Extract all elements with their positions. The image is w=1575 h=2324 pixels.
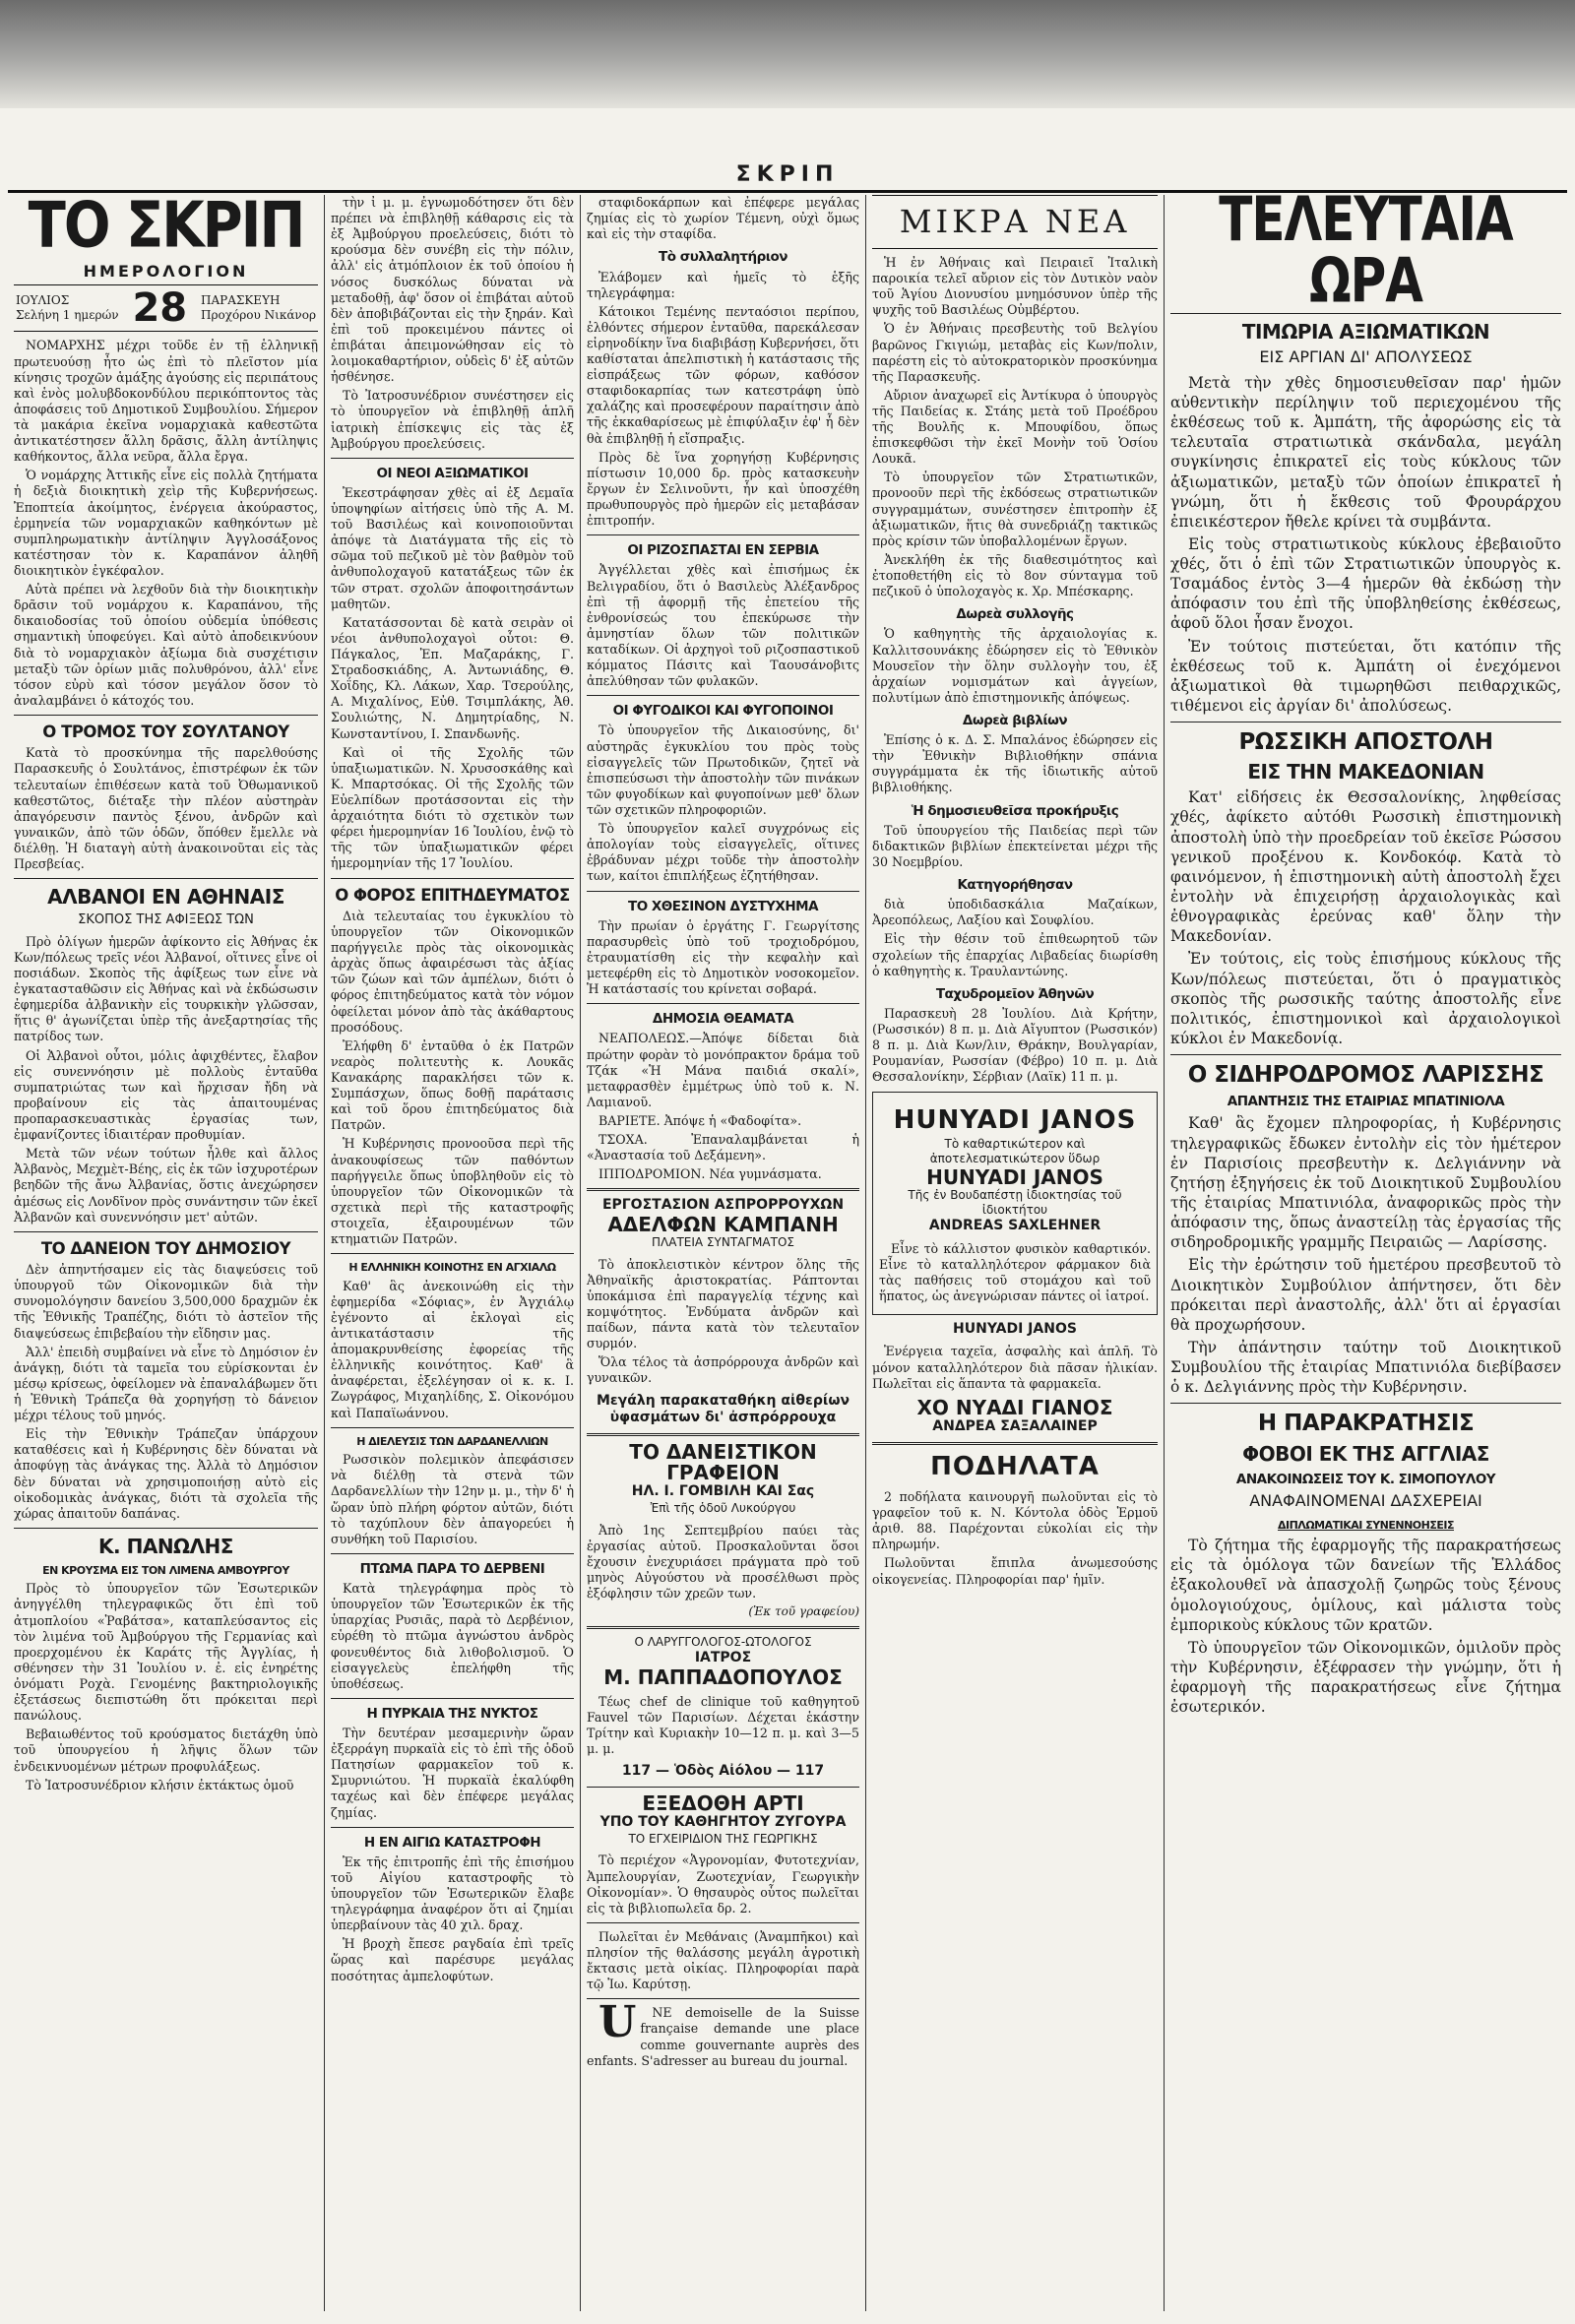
headline: Ἡ δημοσιευθεῖσα προκήρυξις <box>911 802 1119 819</box>
subheadline: ΑΠΑΝΤΗΣΙΣ ΤΗΣ ΕΤΑΙΡΙΑΣ ΜΠΑΤΙΝΙΟΛΑ <box>1227 1094 1505 1110</box>
paragraph: 2 ποδήλατα καινουργῆ πωλοῦνται εἰς τὸ γραφεῖον τοῦ κ. Ν. Κόντολα ὁδὸς Ἑρμοῦ ἀριθ. 88. Παρέχονται εὐκολίαι εἰς τὴν πληρωμήν. <box>872 1488 1158 1552</box>
paragraph: ΝΟΜΑΡΧΗΣ μέχρι τοῦδε ἐν τῇ ἑλληνικῇ πρωτευούσῃ ἦτο ὡς ἐπὶ τὸ πλεῖστον μία κίνησις τροχῶν ἁμάξης ἀγούσης εἰς περιπάτους καὶ ἑνὸς μολυβδοκονδύλου περικόπτοντος τὰς ἀποφάσεις τοῦ Δημοτικοῦ Συμβουλίου. Σήμερον τὰ μακάρια ἐκεῖνα νομαρχιακὰ καθεστῶτα ἀντικατέστησεν ἄλλη δρᾶσις, ἄλλη ἀντίληψις καθήκοντος, ἄλλα νεῦρα, ἄλλα ἔργα. <box>14 338 319 465</box>
ad-title: ΤΟ ΔΑΝΕΙΣΤΙΚΟΝ ΓΡΑΦΕΙΟΝ <box>629 1440 817 1485</box>
divider <box>1170 1054 1561 1055</box>
ad-line: Ο ΛΑΡΥΓΓΟΛΟΓΟΣ-ΩΤΟΛΟΓΟΣ <box>634 1634 812 1649</box>
ad-header <box>879 1104 1151 1236</box>
subheadline: ΕΙΣ ΤΗΝ ΜΑΚΕΔΟΝΙΑΝ <box>1247 760 1484 785</box>
divider <box>587 534 859 535</box>
ad-title: ΗΛ. Ι. ΓΟΜΒΙΛΗ ΚΑΙ Σας <box>631 1483 815 1500</box>
column-2 <box>324 195 580 2311</box>
ad-signature: (Ἐκ τοῦ γραφείου) <box>748 1604 859 1619</box>
ad-title: ΕΞΕΔΟΘΗ ΑΡΤΙ <box>642 1791 804 1816</box>
paragraph: Τὸ ὑπουργεῖον καλεῖ συγχρόνως εἰς ἀπολογίαν τοὺς εἰσαγγελεῖς, οἵτινες ἐβράδυναν μέχρι τοῦδε τὴν ἀποστολὴν των, καίτοι ἐπιπλήξεως ἐζητήθησαν. <box>587 821 859 884</box>
subheadline: ΣΚΟΠΟΣ ΤΗΣ ΑΦΙΞΕΩΣ ΤΩΝ <box>78 912 254 928</box>
headline: ΡΩΣΣΙΚΗ ΑΠΟΣΤΟΛΗ <box>1238 729 1493 756</box>
divider <box>331 1427 574 1428</box>
headline: Δωρεὰ συλλογῆς <box>956 606 1074 623</box>
headline: ΟΙ ΡΙΖΟΣΠΑΣΤΑΙ ΕΝ ΣΕΡΒΙΑ <box>627 542 819 559</box>
divider <box>14 1528 318 1529</box>
headline: Η ΕΛΛΗΝΙΚΗ ΚΟΙΝΟΤΗΣ ΕΝ ΑΓΧΙΑΛΩ <box>348 1261 556 1275</box>
ad-book <box>587 1793 859 1847</box>
divider <box>872 1442 1158 1445</box>
paragraph: ΤΣΟΧΑ. Ἐπαναλαμβάνεται ἡ «Ἀναστασία τοῦ Δεξάμενη». <box>587 1132 859 1163</box>
paragraph: Ἐν τούτοις, εἰς τοὺς ἐπισήμους κύκλους τῆς Κων/πόλεως πιστεύεται, ὅτι ὁ πραγματικὸς σκοπὸς τῆς ρωσσικῆς ταύτης ἀποστολῆς εἶνε πολιτικός, ἐπιστημονικοὶ καὶ ἀρχαιολογικοὶ κύκλοι ἐν Μακεδονίᾳ. <box>1170 950 1561 1048</box>
paragraph: Πωλοῦνται ἔπιπλα ἀνωμεσούσης οἰκογενείας. Πληροφορίαι παρ' ἡμῖν. <box>872 1555 1158 1587</box>
paragraph: Κατατάσσονται δὲ κατὰ σειρὰν οἱ νέοι ἀνθυπολοχαγοὶ οὗτοι: Θ. Πάγκαλος, Ἐπ. Μαζαράκης, Γ. Στραδοσκιάδης, Α. Ἀντωνιάδης, Θ. Χοΐδης, Κλ. Λάκων, Χαρ. Τσερούλης, Α. Μιχαλίνος, Εὐθ. Τσιμπλάκης, Ἀθ. Σουλιώτης, Ν. Δημητρίαδης, Ν. Κωνσταντίνου, Ι. Σπανδωνῆς. <box>331 614 574 741</box>
headline: ΤΙΜΩΡΙΑ ΑΞΙΩΜΑΤΙΚΩΝ <box>1241 320 1490 344</box>
paragraph: Ἐκ τῆς ἐπιτροπῆς ἐπὶ τῆς ἐπισήμου τοῦ Αἰγίου καταστροφῆς τὸ ὑπουργεῖον τῶν Ἐσωτερικῶν ἔλαβε τηλεγράφημα ἀναφέρον ὅτι αἱ ζημίαι ὑπερβαίνουν τὰς 40 χιλ. δραχ. <box>331 1853 574 1933</box>
paragraph: Τὸ ἀποκλειστικὸν κέντρον ὅλης τῆς Ἀθηναϊκῆς ἀριστοκρατίας. Ράπτονται ὑποκάμισα ἐπὶ παραγγελίᾳ τέχνης καὶ κομψότητος. Ἐνδύματα ἀνδρῶν καὶ παίδων, πάντα κατὰ τὸν τελευταῖον συρμόν. <box>587 1256 859 1351</box>
paragraph: Εἰς τὴν Ἐθνικὴν Τράπεζαν ὑπάρχουν καταθέσεις καὶ ἡ Κυβέρνησις δὲν δύναται νὰ ἀποφύγῃ τὰς ἀνάγκας της. Ἀλλὰ τὸ Δημόσιον δὲν δύναται νὰ χρησιμοποιήσῃ αὐτὸ εἰς οἰκοδομικὰς ἀνάγκας, διότι τὰ σχολεῖα τῆς χώρας ἀπαιτοῦν δαπάνας. <box>14 1426 318 1521</box>
subheadline: ΕΝ ΚΡΟΥΣΜΑ ΕΙΣ ΤΟΝ ΛΙΜΕΝΑ ΑΜΒΟΥΡΓΟΥ <box>42 1563 289 1577</box>
paragraph: Πρὸ ὀλίγων ἡμερῶν ἀφίκοντο εἰς Ἀθήνας ἐκ Κων/πόλεως τρεῖς νέοι Ἀλβανοί, οἵτινες εἶνε οἱ ποσιάδων. Σκοπὸς τῆς ἀφίξεως των εἶνε νὰ ἐγκατασταθῶσιν εἰς Ἀθήνας καὶ νὰ ἐκδώσωσιν ἐφημερίδα ἀλβανικὴν εἰς τουρκικὴν γλῶσσαν, ἥτις θ' ἀγωνίζεται ὑπὲρ τῆς ἀνεξαρτησίας τῆς πατρίδος των. <box>14 933 318 1044</box>
paragraph: Ὁ νομάρχης Ἀττικῆς εἶνε εἰς πολλὰ ζητήματα ἡ δεξιὰ διοικητικὴ χεὶρ τῆς Κυβερνήσεως. Ἐποπτεία ἀκοίμητος, ἐνέργεια ἀκούραστος, ἑρμηνεία τῶν νομαρχιακῶν καθηκόντων μὲ συμπληρωματικὴν ἀντίληψιν Ἀγγλοσάξονος κατέστησαν τὸν κ. Καραπάνον ἀληθῆ διοικητικὸν ἐγκέφαλον. <box>14 468 318 578</box>
ad-hunyadi-2-footer <box>872 1395 1158 1436</box>
paragraph: Ἀλλ' ἐπειδὴ συμβαίνει νὰ εἶνε τὸ Δημόσιον ἐν ἀνάγκῃ, διότι τὰ ταμεῖα του εὑρίσκονται ἐν μέσῳ κρίσεως, ὀφείλομεν νὰ ἐπαναλάβωμεν ὅτι ἡ Ἐθνικὴ Τράπεζα θὰ χορηγήσῃ τὸ δάνειον μέχρι τέλους τοῦ μηνός. <box>14 1344 318 1423</box>
headline: Ταχυδρομεῖον Ἀθηνῶν <box>935 985 1095 1002</box>
ad-place: ΠΛΑΤΕΙΑ ΣΥΝΤΑΓΜΑΤΟΣ <box>652 1235 794 1250</box>
ad-owner: ΑΝΔΡΕΑ ΣΑΞΑΛΑΙΝΕΡ <box>932 1417 1098 1434</box>
headline: Η ΠΥΡΚΑΙΑ ΤΗΣ ΝΥΚΤΟΣ <box>366 1705 538 1722</box>
paragraph: Καθ' ἃς ἔχομεν πληροφορίας, ἡ Κυβέρνησις τηλεγραφικῶς ἔδωκεν ἐντολὴν εἰς τὸν ἡμέτερον ἐν Παρισίοις πρεσβευτὴν κ. Δελγιάννην νὰ ζητήσῃ ἐξηγήσεις ἐκ τοῦ Διοικητικοῦ Συμβουλίου τῆς ἑταιρίας Μπατινιόλα, ἀναφορικῶς πρὸς τὴν ἀπόφασιν της, ὅπως ἀναστείλῃ τὰς ἐργασίας τῆς σιδηροδρομικῆς γραμμῆς Πειραιῶς — Λαρίσσης. <box>1170 1114 1561 1252</box>
paragraph: Βεβαιωθέντος τοῦ κρούσματος διετάχθη ὑπὸ τοῦ ὑπουργείου ἡ λῆψις ὅλων τῶν ἐνδεικνυομένων μέτρων προφυλάξεως. <box>14 1727 318 1774</box>
paragraph: Κάτοικοι Τεμένης πενταόσιοι περίπου, ἐλθόντες σήμερον ἐνταῦθα, παρεκάλεσαν εἰρηνοδίκην ἵνα διαβιβάσῃ Κυβερνήσει, ὅτι καθίσταται ἀπελπιστικὴ ἡ κατάστασις τῆς εἰσπράξεως τῶν φόρων, καθόσον σταφιδοκαρπίας των κατεστράφη ὑπὸ χαλάζης καὶ προσεφέρουν παραίτησιν ἀπὸ τῆς ἐκκαθαρίσεως μὲ ἐπιφύλαξιν ἐφ' ἧ δὲν θὰ ἐπιβληθῇ ἡ εἴσπραξις. <box>587 303 859 446</box>
paragraph: Τὸ ζήτημα τῆς ἐφαρμογῆς τῆς παρακρατήσεως εἰς τὰ ὁμόλογα τῶν δανείων τῆς Ἑλλάδος ἐξακολουθεῖ νὰ ἀπασχολῇ ζωηρῶς τοὺς ξένους ὁμολογιούχους, ὁμίλους, καὶ μάλιστα τοὺς ἐμπορικοὺς κύκλους τῶν κρατῶν. <box>1170 1537 1561 1634</box>
ad-kampani <box>587 1197 859 1250</box>
column-4 <box>865 195 1164 2311</box>
ad-doctor-address <box>587 1763 859 1781</box>
paragraph: Μετὰ τῶν νέων τούτων ἦλθε καὶ ἄλλος Ἀλβανὸς, Μεχμὲτ-Βέης, εἰς ἐκ τῶν ἰσχυροτέρων βεηδῶν τῆς ἄνω Ἀλβανίας, ὅστις ἀνεχώρησεν ἀμέσως εἰς Λονδῖνον πρὸς συνάντησιν τῶν ἐκεῖ Ἀλβανῶν καὶ συνεννόησιν μετ' αὐτῶν. <box>14 1146 318 1225</box>
paragraph: Κατὰ τηλεγράφημα πρὸς τὸ ὑπουργεῖον τῶν Ἐσωτερικῶν ἐκ τῆς ὑπαρχίας Ρυσιᾶς, παρὰ τὸ Δερβένιον, εὑρέθη τὸ πτῶμα ἀγνώστου ἀνδρὸς φονευθέντος διὰ λιθοβολισμοῦ. Ὁ εἰσαγγελεὺς ἐπελήφθη τῆς ὑποθέσεως. <box>331 1581 574 1691</box>
subheadline: ΔΙΠΛΩΜΑΤΙΚΑΙ ΣΥΝΕΝΝΟΗΣΕΙΣ <box>1278 1518 1454 1532</box>
subheadline: ΑΝΑΚΟΙΝΩΣΕΙΣ ΤΟΥ Κ. ΣΙΜΟΠΟΥΛΟΥ <box>1235 1471 1496 1487</box>
ad-gomvili <box>587 1442 859 1516</box>
headline: Η ΕΝ ΑΙΓΙΩ ΚΑΤΑΣΤΡΟΦΗ <box>363 1834 541 1851</box>
ad-hunyadi-1 <box>872 1092 1158 1315</box>
paragraph: Κατὰ τὸ προσκύνημα τῆς παρελθούσης Παρασκευῆς ὁ Σουλτάνος, ἐπιστρέφων ἐκ τῶν τελευταίων ἐπιθέσεων κατὰ τοῦ Ὀθωμανικοῦ καθεστῶτος, διέταξε τὴν πλέον αὐστηρὰν ἀπαγόρευσιν παντὸς ξένου, ἀνδρῶν καὶ γυναικῶν, ἀπὸ τῶν ὁδῶν, ὅπόθεν ἔμελλε νὰ διέλθῃ. Ἡ διαταγὴ αὐτὴ ἀνακοινοῦται εἰς τὰς Πρεσβείας. <box>14 745 318 872</box>
headline: ΟΙ ΦΥΓΟΔΙΚΟΙ ΚΑΙ ΦΥΓΟΠΟΙΝΟΙ <box>612 703 834 720</box>
headline: ΑΛΒΑΝΟΙ ΕΝ ΑΘΗΝΑΙΣ <box>47 885 284 910</box>
paragraph: Πωλεῖται ἐν Μεθάναις (Ἀναμπῆκοι) καὶ πλησίον τῆς θαλάσσης μεγάλη ἀγροτικὴ ἔκτασις μετὰ οἰκίας. Πληροφορίαι παρὰ τῷ Ἰω. Καρύτσῃ. <box>587 1928 859 1992</box>
paragraph: Τὴν δευτέραν μεσαμερινὴν ὥραν ἐξερράγη πυρκαϊὰ εἰς τὸ ἐπὶ τῆς ὁδοῦ Πατησίων φαρμακεῖον τοῦ κ. Σμυρνιώτου. Ἡ πυρκαϊὰ ἐκαλύφθη ταχέως καὶ δὲν ἐπέφερε μεγάλας ζημίας. <box>331 1726 574 1820</box>
divider <box>587 1433 859 1436</box>
news-item: Αὔριον ἀναχωρεῖ εἰς Ἀντίκυρα ὁ ὑπουργὸς τῆς Παιδείας κ. Στάης μετὰ τοῦ Προέδρου τῆς Βουλῆς κ. Μπουφίδου, ὅπως ἐπισκεφθῶσι τὴν ἐκεῖ Μονὴν τοῦ Ὁσίου Λουκᾶ. <box>872 387 1158 467</box>
divider <box>14 1231 318 1232</box>
ad-bicycles <box>872 1451 1158 1483</box>
ad-slogan <box>587 1393 859 1428</box>
paragraph: διὰ ὑποδιδασκάλια Μαζαίκων, Ἀρεοπόλεως, Λαξίου καὶ Σουφλίου. <box>872 897 1158 928</box>
column-5 <box>1164 195 1567 2311</box>
paragraph: ΙΠΠΟΔΡΟΜΙΟΝ. Νέα γυμνάσματα. <box>598 1166 822 1182</box>
ad-title: HUNYADI JANOS <box>893 1104 1137 1135</box>
ad-title: ΑΔΕΛΦΩΝ ΚΑΜΠΑΝΗ <box>607 1213 839 1237</box>
subheadline: ΕΙΣ ΑΡΓΙΑΝ ΔΙ' ΑΠΟΛΥΣΕΩΣ <box>1259 347 1473 366</box>
paragraph: Τέως chef de clinique τοῦ καθηγητοῦ Fauvel τῶν Παρισίων. Δέχεται ἑκάστην Τρίτην καὶ Κυριακὴν 10—12 π. μ. καὶ 3—5 μ. μ. <box>587 1693 859 1757</box>
headline: Τὸ συλλαλητήριον <box>659 249 788 266</box>
headline: ΤΟ ΔΑΝΕΙΟΝ ΤΟΥ ΔΗΜΟΣΙΟΥ <box>40 1238 291 1258</box>
news-item: Ἀνεκλήθη ἐκ τῆς διαθεσιμότητος καὶ ἐτοποθετήθη εἰς τὸ 8ον σύνταγμα τοῦ πεζικοῦ ὁ ὑπολοχαγὸς κ. Χρ. Μπέσκαρης. <box>872 551 1158 599</box>
paragraph: Ἐπίσης ὁ κ. Δ. Σ. Μπαλάνος ἐδώρησεν εἰς τὴν Ἐθνικὴν Βιβλιοθήκην σπάνια συγγράμματα ἐκ τῆς ἰδιωτικῆς αὐτοῦ βιβλιοθήκης. <box>872 732 1158 795</box>
paragraph: Εἰς τὴν ἐρώτησιν τοῦ ἡμετέρου πρεσβευτοῦ τὸ Διοικητικὸν Συμβούλιον ἀπήντησεν, ὅτι δὲν πρόκειται περὶ ἀναστολῆς, ἀλλ' ὅτι αἱ ἐργασίαι θὰ προχωρήσουν. <box>1170 1256 1561 1334</box>
paragraph: Ὁ καθηγητὴς τῆς ἀρχαιολογίας κ. Καλλιτσουνάκης ἐδώρησεν εἰς τὸ Ἐθνικὸν Μουσεῖον τὴν ὅλην συλλογὴν του, ἐξ ἀρχαίων νομισμάτων καὶ ἀγγείων, πολυτίμων ἀπὸ ἐπιστημονικῆς ἀπόψεως. <box>872 626 1158 705</box>
headline: Ο ΤΡΟΜΟΣ ΤΟΥ ΣΟΥΛΤΑΝΟΥ <box>42 722 289 741</box>
paragraph: Ἐκεστράφησαν χθὲς αἱ ἐξ Δεμαῖα ὑποψηφίων αἰτήσεις ὑπὸ τῆς Α. Μ. τοῦ Βασιλέως καὶ κοινοποιοῦνται ἀπόψε τὰ Διατάγματα τῆς εἰς τὸ σῶμα τοῦ πεζικοῦ μὲ τὸν βαθμὸν τοῦ ἀνθυπολοχαγοῦ κατατάξεως τῶν ἐκ τῶν στρατ. σχολῶν ἀποφοιτησάντων μαθητῶν. <box>331 484 574 611</box>
paragraph: Δὲν ἀπηντήσαμεν εἰς τὰς διαψεύσεις τοῦ ὑπουργοῦ τῶν Οἰκονομικῶν διὰ τὴν συνομολόγησιν δανείου 3,500,000 δραχμῶν ἐκ τῆς Ἐθνικῆς Τραπέζης, διότι τὸ ἀστεῖον τῆς διαψεύσεως ἐπιβεβαίου τὴν εἴδησιν μας. <box>14 1262 318 1341</box>
ad-address: Ἐπὶ τῆς ὁδοῦ Λυκούργου <box>650 1501 796 1516</box>
paragraph: Καὶ οἱ τῆς Σχολῆς τῶν ὑπαξιωματικῶν. Ν. Χρυσοσκάθης καὶ Κ. Μπαρτσόκας. Οἱ τῆς Σχολῆς τῶν Εὐελπίδων προτάσσονται εἰς τὴν ἀρχαιότητα διότι τὸ σχετικὸν των φέρει ἡμερομηνίαν 16 Ἰουλίου, ἐνῷ τὸ τῆς τῶν ὑπαξιωματικῶν φέρει ἡμερομηνίαν τῆς 17 Ἰουλίου. <box>331 744 574 871</box>
paragraph: Εἶνε τὸ κάλλιστον φυσικὸν καθαρτικόν. Εἶνε τὸ καταλληλότερον φάρμακον διὰ τὰς παθήσεις τοῦ στομάχου καὶ τοῦ ἥπατος, ὡς ἀνεγνώρισαν πάντες οἱ ἰατροί. <box>879 1241 1151 1304</box>
paragraph: Ἀπὸ 1ης Σεπτεμβρίου παύει τὰς ἐργασίας αὐτοῦ. Προσκαλοῦνται ὅσοι ἔχουσιν ἐνεχυριάσει πράγματα πρὸ τοῦ μηνὸς Αὐγούστου νὰ προσέλθωσι πρὸς ἐξόφλησιν τῶν χρεῶν των. <box>587 1522 859 1602</box>
paragraph: Τὸ Ἰατροσυνέδριον κλήσιν ἐκτάκτως ὁμοῦ <box>26 1777 294 1792</box>
ad-title: ΠΟΔΗΛΑΤΑ <box>930 1451 1100 1481</box>
paragraph: Τὴν πρωίαν ὁ ἐργάτης Γ. Γεωργίτσης παρασυρθεὶς ὑπὸ τοῦ τροχιοδρόμου, ἐτραυματίσθη εἰς τὴν κεφαλὴν καὶ μετεφέρθη εἰς τὸ Δημοτικὸν νοσοκομεῖον. Ἡ κατάστασίς του κρίνεται σοβαρά. <box>587 917 859 997</box>
headline: ΔΗΜΟΣΙΑ ΘΕΑΜΑΤΑ <box>652 1011 794 1028</box>
subheadline: ΑΝΑΦΑΙΝΟΜΕΝΑΙ ΔΑΣΧΕΡΕΙΑΙ <box>1249 1490 1482 1510</box>
headline: ΤΟ ΧΘΕΣΙΝΟΝ ΔΥΣΤΥΧΗΜΑ <box>627 898 819 914</box>
paragraph: Παρασκευὴ 28 Ἰουλίου. Διὰ Κρήτην, (Ρωσσικόν) 8 π. μ. Διὰ Αἴγυπτον (Ρωσσικόν) 8 π. μ. Διὰ Κων/λιν, Θράκην, Βουλγαρίαν, Ρουμανίαν, Ρωσσίαν (Φέβρο) 10 π. μ. Διὰ Θεσσαλονίκην, Σέρβιαν (Λαϊκ) 11 π. μ. <box>872 1005 1158 1085</box>
paragraph: Τὸ ὑπουργεῖον τῶν Οἰκονομικῶν, ὁμιλοῦν πρὸς τὴν Κυβέρνησιν, ἐξέφρασεν τὴν γνώμην, ὅτι ἡ ἐφαρμογὴ τῆς παρακρατήσεως εἶνε ζήτημα ἐσωτερικόν. <box>1170 1638 1561 1717</box>
divider <box>331 1253 574 1254</box>
paragraph: τὴν ἰ μ. μ. ἐγνωμοδότησεν ὅτι δὲν πρέπει νὰ ἐπιβληθῇ κάθαρσις εἰς τὰ ἐξ Ἀμβούργου προελεύσεις, διότι τὸ κρούσμα δὲν συνέβη εἰς τὴν πόλιν, ἀλλ' εἰς ἀτμόπλοιον ἐκ τοῦ ὁποίου ἡ νόσος δυσκόλως δύναται νὰ μεταδοθῇ, ἀφ' ὅσον οἱ ἐπιβάται αὐτοῦ δὲν ἀποβιβάζονται εἰς τὴν ξηράν. Καὶ ἐπὶ τοῦ προκειμένου πάντες οἱ ἐπιβάται ἀπειμονώθησαν εἰς τὸ λοιμοκαθαρτήριον, οὐδεὶς δ' ἐξ αὐτῶν ἠσθένησε. <box>331 195 574 385</box>
ad-name: Μ. ΠΑΠΠΑΔΟΠΟΥΛΟΣ <box>603 1664 843 1689</box>
news-item: Ὁ ἐν Ἀθήναις πρεσβευτὴς τοῦ Βελγίου βαρῶνος Γκιγιώμ, μεταβὰς εἰς Κων/πολιν, παρέστη εἰς τὸ αὐτοκρατορικὸν προσκύνημα τῆς Παρασκευῆς. <box>872 321 1158 384</box>
moon-phase: Σελήνη 1 ημερών <box>16 308 119 323</box>
paragraph: Ἡ βροχὴ ἔπεσε ραγδαία ἐπὶ τρεῖς ὥρας καὶ παρέσυρε μεγάλας ποσότητας ἀμπελοφύτων. <box>331 1936 574 1983</box>
ad-owner: ANDREAS SAXLEHNER <box>928 1218 1102 1234</box>
paragraph: Πρὸς δὲ ἵνα χορηγήσῃ Κυβέρνησις πίστωσιν 10,000 δρ. πρὸς κατασκευὴν ἔργων ἐν Σελινοῦντι, ἧν καὶ ὑποσχέθη πρωθυπουργὸς πρὸ ἡμερῶν εἰς μεταβάσαν ἐπιτροπήν. <box>587 449 859 529</box>
paragraph: Αὐτὰ πρέπει νὰ λεχθοῦν διὰ τὴν διοικητικὴν δρᾶσιν τοῦ νομάρχου κ. Καραπάνου, τῆς δικαιοδοσίας τοῦ ὁποίου οὐδεμία ὑπόθεσις σημαντικὴ ὑποφεύγει. Καὶ αὐτὸ ἀποδεικνύουν διὰ τὸ νομαρχιακὸν ἀξίωμα διὰ συσχέτισιν μεταξὺ τῶν ὁρίων μιᾶς πολυθρόνου, ἀλλ' εἶνε τόσον εὐρὺ καὶ τόσον μεγάλον ὅσον τὸ ἀναλαμβάνει ὁ κάτοχός του. <box>14 582 318 708</box>
logo-subtitle: ΗΜΕΡΟΛΟΓΙΟΝ <box>83 262 249 281</box>
weekday: ΠΑΡΑΣΚΕΥΗ <box>200 293 281 308</box>
classified-ad: UNE demoiselle de la Suisse française demande une place comme gouvernante auprès des enfants. S'adresser au bureau du journal. <box>587 1997 859 2068</box>
divider <box>331 458 574 459</box>
divider <box>14 878 318 879</box>
section-title: ΤΕΛΕΥΤΑΙΑ ΩΡΑ <box>1219 195 1513 317</box>
ad-slogan-text: Μεγάλη παρακαταθήκη αἰθερίων ὑφασμάτων δι' ἀσπρόρρουχα <box>596 1392 850 1426</box>
column-3 <box>580 195 865 2311</box>
ad-title: HUNYADI JANOS <box>953 1320 1077 1337</box>
paragraph: Μετὰ τὴν χθὲς δημοσιευθεῖσαν παρ' ἡμῶν αὐθεντικὴν περίληψιν τοῦ περιεχομένου τῆς ἐκθέσεως τοῦ κ. Ἀμπάτη, τῆς ἀφορώσης εἰς τὰ τελευταῖα στρατιωτικὰ σκάνδαλα, μεγάλη συγκίνησις ἐπικρατεῖ εἰς τοὺς κύκλους τῶν ἀξιωματικῶν, μεταξὺ τῶν ὁποίων ἐπικρατεῖ ἡ γνώμη, ὅτι ἡ ἔκθεσις τοῦ Φρουράρχου ἐπιεικέστερον ἤθελε κρίνει τὰ συμβάντα. <box>1170 373 1561 531</box>
ad-text: Τῆς ἐν Βουδαπέστῃ ἰδιοκτησίας τοῦ ἰδιοκτήτου <box>908 1187 1122 1217</box>
paragraph: Τὴν ἀπάντησιν ταύτην τοῦ Διοικητικοῦ Συμβουλίου τῆς ἑταιρίας Μπατινιόλα διεβίβασεν ὁ κ. Δελγιάννης πρὸς τὴν Κυβέρνησιν. <box>1170 1339 1561 1397</box>
headline: Ο ΦΟΡΟΣ ΕΠΙΤΗΔΕΥΜΑΤΟΣ <box>335 885 570 905</box>
paragraph: Κατ' εἰδήσεις ἐκ Θεσσαλονίκης, ληφθείσας χθές, ἀφίκετο αὐτόθι Ρωσσικὴ ἐπιστημονικὴ ἀποστολὴ ὑπὸ τὴν προεδρείαν τοῦ ἐκεῖσε Ρώσσου γενικοῦ προξένου κ. Κονδοκόφ. Κατὰ τὸ φαινόμενον, ἡ ἐπιστημονικὴ αὐτὴ ἀποστολὴ ἔχει ἐντολὴν νὰ ἐπιχειρήσῃ ἀρχαιολογικὰς καὶ ἐθνογραφικὰς ἐρεύνας καθ' ὅλην τὴν Μακεδονίαν. <box>1170 788 1561 946</box>
divider <box>1170 1403 1561 1404</box>
divider <box>587 1787 859 1788</box>
paragraph: Ὅλα τέλος τὰ ἀσπρόρρουχα ἀνδρῶν καὶ γυναικῶν. <box>587 1354 859 1386</box>
paragraph: ΝΕΑΠΟΛΕΩΣ.—Ἀπόψε δίδεται διὰ πρώτην φορὰν τὸ μονόπρακτον δράμα τοῦ Τζάκ «Ἡ Μάνα παιδιά σκαλί», μεταφρασθὲν ἐμμέτρως ὑπὸ τοῦ κ. Ν. Λαμιανοῦ. <box>587 1031 859 1109</box>
ad-line: ΧΟ ΝΥΑΔΙ ΓΙΑΝΟΣ <box>916 1395 1113 1419</box>
divider <box>587 891 859 892</box>
paragraph: Ἐν τούτοις πιστεύεται, ὅτι κατόπιν τῆς ἐκθέσεως τοῦ κ. Ἀμπάτη οἱ ἐνεχόμενοι ἀξιωματικοὶ θὰ τιμωρηθῶσι πειθαρχικῶς, τιθέμενοι εἰς ἀργίαν δι' ἀπολύσεως. <box>1170 637 1561 716</box>
paragraph: Τὸ περιέχον «Ἀγρονομίαν, Φυτοτεχνίαν, Ἀμπελουργίαν, Ζωοτεχνίαν, Γεωργικὴν Οἰκονομίαν». Ὁ θησαυρὸς οὗτος πωλεῖται εἰς τὰ βιβλιοπωλεῖα δρ. 2. <box>587 1853 859 1916</box>
ad-title: HUNYADI JANOS <box>926 1164 1103 1189</box>
section-banner: ΜΙΚΡΑ ΝΕΑ <box>872 195 1158 249</box>
paragraph: Πρὸς τὸ ὑπουργεῖον τῶν Ἐσωτερικῶν ἀνηγγέλθη τηλεγραφικῶς ὅτι ἐπὶ τοῦ ἀτμοπλοίου «Ῥαβάτσα», καταπλεύσαντος εἰς τὸν λιμένα τοῦ Ἀμβούργου τῆς Γερμανίας καὶ προερχομένου ἐκ Καράτς τῆς Ἀγγλίας, ἡ σθένησεν τὴν 31 Ἰουλίου ν. ἐ. εἰς ἐνηρέτης ὀνόματι Ροχὰ. Γενομένης βακτηριολογικῆς ἐξετάσεως διεπιστώθη ὅτι πρόκειται περὶ πανώλους. <box>14 1581 318 1724</box>
paragraph: Ἀγγέλλεται χθὲς καὶ ἐπισήμως ἐκ Βελιγραδίου, ὅτι ὁ Βασιλεὺς Ἀλέξανδρος ἐπὶ τῇ ἀφορμῇ τῆς ἐπετείου τῆς ἐνθρονίσεώς του ἐπεκύρωσε τὴν ἀμνηστίαν ὅλων τῶν πολιτικῶν καταδίκων. Οἱ ἀρχηγοὶ τοῦ ριζοσπαστικοῦ κόμματος Πάσιτς καὶ Ταουσάνοβιτς ἀπελύθησαν τῶν φυλακῶν. <box>587 562 859 689</box>
newspaper-logo: ΤΟ ΣΚΡΙΠ <box>28 195 304 263</box>
divider <box>587 1922 859 1923</box>
paragraph: Οἱ Ἀλβανοὶ οὗτοι, μόλις ἀφιχθέντες, ἔλαβον εἰς συνεννόησιν μὲ πολλοὺς ἐνταῦθα συμπατριώτας των καὶ ἤρχισαν ἤδη νὰ προβαίνουν εἰς τὰς ἀπαιτουμένας προπαρασκευαστικὰς ἐργασίας των, ἐμφανίζοντες ἰδιαιτέραν προθυμίαν. <box>14 1047 318 1143</box>
paragraph: Εἰς τοὺς στρατιωτικοὺς κύκλους ἐβεβαιοῦτο χθές, ὅτι ὁ ἐπὶ τῶν Στρατιωτικῶν ὑπουργὸς κ. Τσαμάδος ἐντὸς 3—4 ἡμερῶν θὰ ἐκδώσῃ τὴν ἀπόφασιν του ἐπὶ τῆς ὑποβληθείσης ἐκθέσεως, ἀφοῦ ὅλοι ἦσαν ἔνοχοι. <box>1170 534 1561 633</box>
paragraph: Τὸ ὑπουργεῖον τῆς Δικαιοσύνης, δι' αὐστηρᾶς ἐγκυκλίου του πρὸς τοὺς εἰσαγγελεῖς τῶν Πρωτοδικῶν, ζητεῖ νὰ ἐπισπεύσωσι τὴν ἀποστολὴν τῶν πινάκων τῶν φυγοδίκων καὶ φυγοποίνων μεθ' ὅλων τῶν σχετικῶν πληροφοριῶν. <box>587 722 859 818</box>
ad-subtitle: Τὸ καθαρτικώτερον καὶ ἀποτελεσματικώτερον ὕδωρ <box>929 1136 1101 1166</box>
headline: Κατηγορήθησαν <box>957 877 1073 894</box>
paragraph: Τὸ Ἰατροσυνέδριον συνέστησεν εἰς τὸ ὑπουργεῖον νὰ ἐπιβληθῇ ἁπλῆ ἰατρικὴ ἐπίσκεψις εἰς τὰς ἐξ Ἀμβούργου προελεύσεις. <box>331 388 574 451</box>
divider <box>587 1626 859 1629</box>
headline: ΟΙ ΝΕΟΙ ΑΞΙΩΜΑΤΙΚΟΙ <box>376 465 529 481</box>
divider <box>331 878 574 879</box>
divider <box>331 1698 574 1699</box>
subheadline: ΦΟΒΟΙ ΕΚ ΤΗΣ ΑΓΓΛΙΑΣ <box>1242 1441 1489 1466</box>
headline: Η ΔΙΕΛΕΥΣΙΣ ΤΩΝ ΔΑΡΔΑΝΕΛΛΙΩΝ <box>356 1434 548 1448</box>
divider <box>14 715 318 716</box>
ad-doctor <box>587 1635 859 1688</box>
paragraph: Καθ' ἃς ἀνεκοινώθη εἰς τὴν ἐφημερίδα «Σόφιας», ἐν Ἀγχιάλῳ ἐγένοντο αἱ ἐκλογαὶ εἰς ἀντικατάστασιν τῆς ἀπομακρυνθείσης ἐφορείας τῆς ἑλληνικῆς κοινότητος. Καθ' ἃ ἀναφέρεται, ἐξελέγησαν οἱ κ. κ. Ι. Ζωγράφος, Μιχαηλίδης, Σ. Οἰκονόμου καὶ Παπαϊωάννου. <box>331 1278 574 1420</box>
paragraph: Ρωσσικὸν πολεμικὸν ἀπεφάσισεν νὰ διέλθῃ τὰ στενὰ τῶν Δαρδανελλίων τὴν 12ην μ. μ., τὴν δ' ἡ ὥραν ὑπὸ πλήρη φόρτον αὐτῶν, διότι τὸ ταχύπλουν δὲν ἀπαγορεύει ἡ συνθήκη τοῦ Παρισίου. <box>331 1452 574 1546</box>
ad-title: ΕΡΓΟΣΤΑΣΙΟΝ ΑΣΠΡΟΡΡΟΥΧΩΝ <box>601 1197 845 1214</box>
headline: ΠΤΩΜΑ ΠΑΡΑ ΤΟ ΔΕΡΒΕΝΙ <box>359 1560 545 1577</box>
month: ΙΟΥΛΙΟΣ <box>16 293 70 308</box>
headline: Δωρεὰ βιβλίων <box>962 712 1068 728</box>
headline: Ο ΣΙΔΗΡΟΔΡΟΜΟΣ ΛΑΡΙΣΣΗΣ <box>1187 1062 1544 1089</box>
paragraph: σταφιδοκάρπων καὶ ἐπέφερε μεγάλας ζημίας εἰς τὸ χωρίον Τέμενη, οὐχὶ ὅμως καὶ εἰς τὴν σταφίδα. <box>587 195 859 242</box>
headline: Η ΠΑΡΑΚΡΑΤΗΣΙΣ <box>1257 1411 1475 1437</box>
paragraph: Διὰ τελευταίας του ἐγκυκλίου τὸ ὑπουργεῖον τῶν Οἰκονομικῶν παρήγγειλε πρὸς τὰς οἰκονομικὰς ἀρχὰς ὅπως ἀφαιρέσωσι τὰς ἀξίας τῶν ζώων καὶ τῶν ἀμπέλων, διότι ὁ φόρος ἐπιτηδεύματος κατὰ τὸν νόμον ὀφείλεται μόνον ἀπὸ τὰς ἀκάθαρτους προσόδους. <box>331 908 574 1035</box>
ad-line: ΙΑΤΡΟΣ <box>694 1649 752 1665</box>
saint-name: Προχόρου Νικάνορ <box>200 308 316 323</box>
scan-edge-shadow <box>0 0 1575 108</box>
news-item: Εἰς τὴν θέσιν τοῦ ἐπιθεωρητοῦ τῶν σχολείων τῆς ἐπαρχίας Λιβαδείας διωρίσθη ὁ καθηγητὴς κ. Τραυλαντώνης. <box>872 931 1158 978</box>
day-number: 28 <box>132 285 188 332</box>
paragraph: Ἐλάβομεν καὶ ἡμεῖς τὸ ἑξῆς τηλεγράφημα: <box>587 269 859 300</box>
divider <box>331 1553 574 1554</box>
ad-subtitle: ΤΟ ΕΓΧΕΙΡΙΔΙΟΝ ΤΗΣ ΓΕΩΡΓΙΚΗΣ <box>628 1832 818 1847</box>
paragraph: Ἐλήφθη δ' ἐνταῦθα ὁ ἐκ Πατρῶν νεαρὸς πολιτευτὴς κ. Λουκᾶς Κανακάρης παρακλήσει τῶν κ. Συμπάσχων, ὅπως δοθῇ παράτασις καὶ τοῦ ὅρου ἐπιτηδεύματος διὰ Πατρῶν. <box>331 1037 574 1133</box>
dateline <box>14 284 318 332</box>
divider <box>331 1827 574 1828</box>
running-title: ΣΚΡΙΠ <box>735 162 840 187</box>
paragraph: Ἐνέργεια ταχεῖα, ἀσφαλὴς καὶ ἁπλῆ. Τὸ μόνον καταλληλότερον διὰ πᾶσαν ἡλικίαν. Πωλεῖται εἰς ἅπαντα τὰ φαρμακεῖα. <box>872 1344 1158 1391</box>
divider <box>587 1003 859 1004</box>
ad-hunyadi-2 <box>872 1321 1158 1339</box>
ad-subtitle: ΥΠΟ ΤΟΥ ΚΑΘΗΓΗΤΟΥ ΖΥΓΟΥΡΑ <box>599 1814 847 1831</box>
news-item: Ἡ ἐν Ἀθήναις καὶ Πειραιεῖ Ἰταλικὴ παροικία τελεῖ αὔριον εἰς τὸν Δυτικὸν ναὸν τοῦ Ἁγίου Διονυσίου μνημόσυνον ὑπὲρ τῆς ψυχῆς τοῦ Βασιλέως Οὐμβέρτου. <box>872 254 1158 318</box>
paragraph: Ἡ Κυβέρνησις προνοοῦσα περὶ τῆς ἀνακουφίσεως τῶν παθόντων παρήγγειλε ὅπως ὑποβληθοῦν εἰς τὸ ὑπουργεῖον τῶν Οἰκονομικῶν τὰ σχετικὰ περὶ τῆς καταστροφῆς στοιχεῖα, ἐξαιρουμένων τῶν κτηματιῶν Πατρῶν. <box>331 1136 574 1247</box>
top-rule <box>8 190 1567 193</box>
paragraph: Τοῦ ὑπουργείου τῆς Παιδείας περὶ τῶν διδακτικῶν βιβλίων ἐπεκτείνεται μέχρι τῆς 30 Νοεμβρίου. <box>872 822 1158 869</box>
ad-address: 117 — Ὁδὸς Αἰόλου — 117 <box>621 1763 825 1780</box>
paragraph: ΒΑΡΙΕΤΕ. Ἀπόψε ἡ «Φαδοφίτα». <box>598 1113 802 1128</box>
divider <box>587 695 859 696</box>
divider <box>587 1188 859 1191</box>
column-1 <box>8 195 324 2311</box>
headline: Κ. ΠΑΝΩΛΗΣ <box>98 1534 233 1558</box>
news-item: Τὸ ὑπουργεῖον τῶν Στρατιωτικῶν, προνοοῦν περὶ τῆς ἐκδόσεως στρατιωτικῶν συγγραμμάτων, συνέστησεν ἐπιτροπὴν ἐξ ἀξιωματικῶν, ἥτις θὰ συνεδριάζῃ τακτικῶς πρὸς κρίσιν τῶν ὑποβαλλομένων ἔργων. <box>872 470 1158 548</box>
